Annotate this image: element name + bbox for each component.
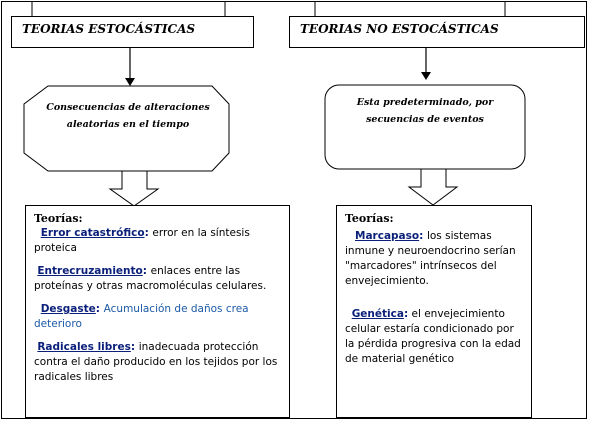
theory-desc: inadecuada protección contra el daño producido en los tejidos por los radicales libres	[34, 341, 278, 383]
header-no-estocasticas: TEORIAS NO ESTOCÁSTICAS	[289, 16, 585, 48]
theory-desc: error en la síntesis proteica	[34, 227, 250, 254]
theory-term: Desgaste	[40, 303, 96, 315]
theory-term: Entrecruzamiento	[37, 265, 143, 277]
arrow-left-head	[125, 78, 135, 86]
theory-term: Radicales libres	[37, 341, 131, 353]
theory-term: Genética	[351, 308, 404, 320]
theories-box-right	[336, 205, 532, 418]
box-title: Teorías:	[345, 212, 394, 225]
rounded-rect-text: Esta predeterminado, por secuencias de eventos	[356, 97, 494, 125]
block-arrow-left	[110, 171, 158, 206]
theory-item: Entrecruzamiento: enlaces entre las proteínas y otras macromoléculas celulares.	[34, 265, 267, 292]
theory-term: Error catastrófico	[40, 227, 145, 239]
header-estocasticas: TEORIAS ESTOCÁSTICAS	[11, 16, 254, 48]
block-arrow-right	[409, 169, 457, 205]
theory-desc: enlaces entre las proteínas y otras macromoléculas celulares.	[34, 265, 267, 292]
theory-item: Radicales libres: inadecuada protección contra el daño producido en los tejidos por los radicales libres	[34, 341, 278, 383]
octagon-text: Consecuencias de alteraciones aleatorias en el tiempo	[46, 102, 210, 130]
theory-item: Desgaste: Acumulación de daños crea deterioro	[34, 303, 249, 330]
theory-item: Genética: el envejecimiento celular estaría condicionado por la pérdida progresiva con la edad de material genético	[345, 308, 521, 365]
arrow-right-head	[421, 72, 431, 80]
theory-desc: los sistemas inmune y neuroendocrino serían "marcadores" intrínsecos del envejecimiento.	[345, 230, 516, 287]
theory-item: Error catastrófico: error en la síntesis proteica	[34, 227, 250, 254]
theory-term: Marcapaso	[355, 230, 420, 242]
theory-item: Marcapaso: los sistemas inmune y neuroendocrino serían "marcadores" intrínsecos del envejecimiento.	[345, 230, 516, 287]
theory-desc: Acumulación de daños crea deterioro	[34, 303, 249, 330]
theory-desc: el envejecimiento celular estaría condicionado por la pérdida progresiva con la edad de material genético	[345, 308, 521, 365]
box-title: Teorías:	[34, 212, 83, 225]
theories-box-left	[25, 205, 290, 418]
